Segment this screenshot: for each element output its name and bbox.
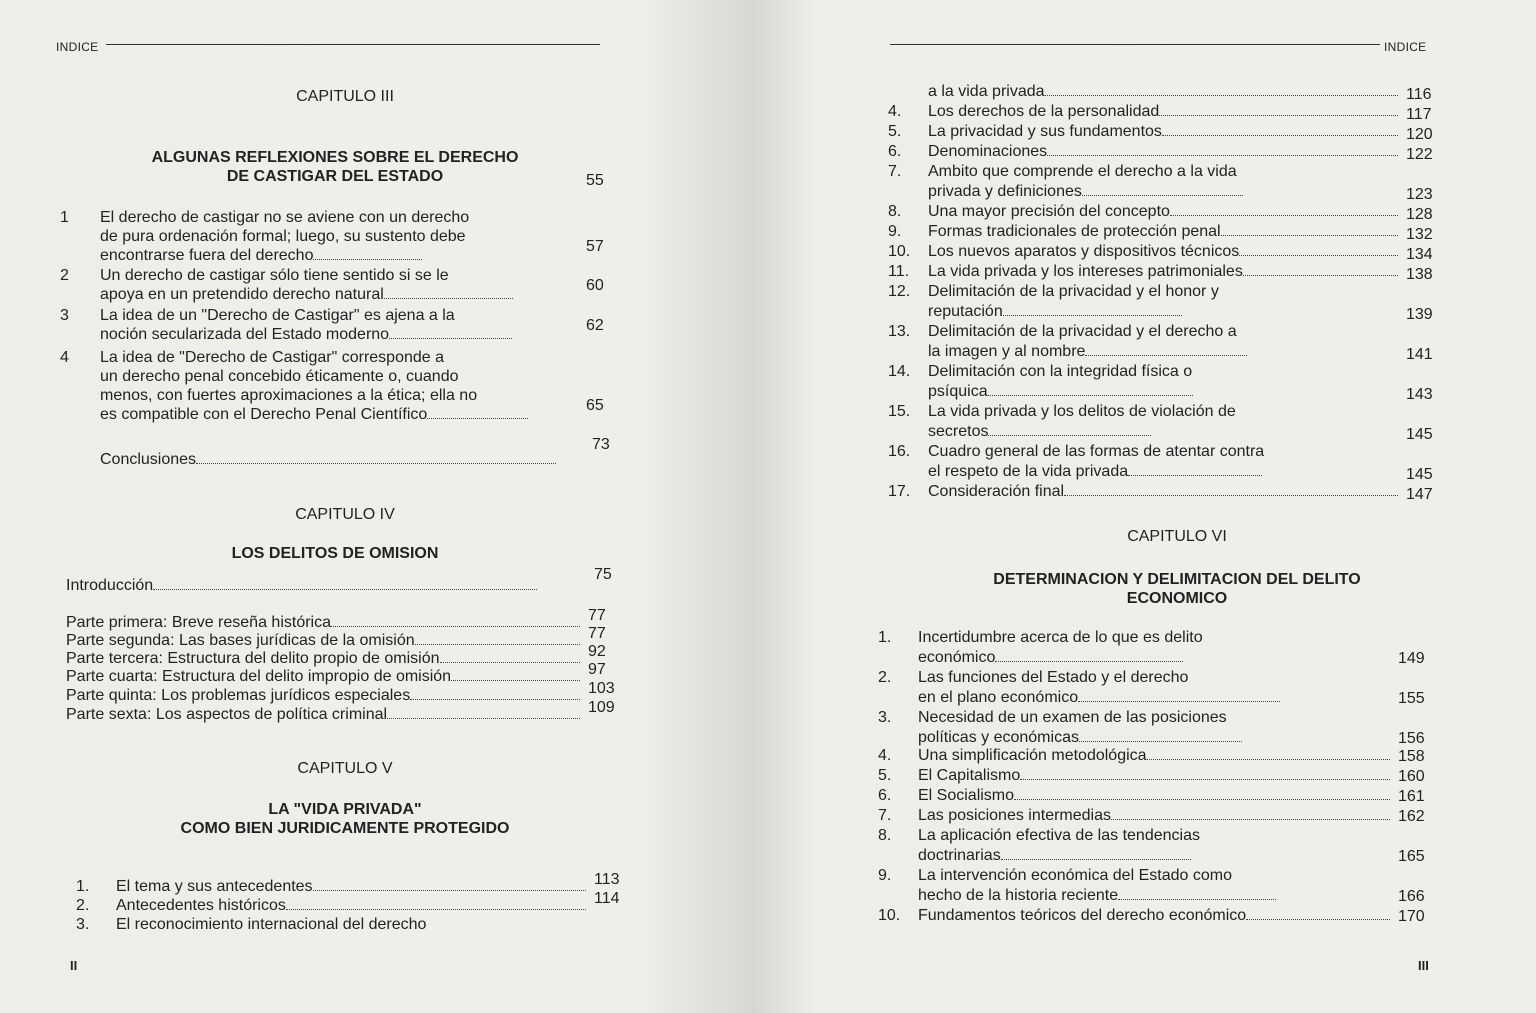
toc-entry-text: Denominaciones (928, 142, 1398, 162)
toc-entry-text: La intervención económica del Estado como hecho de la historia reciente (918, 866, 1276, 906)
toc-page-number: 122 (1406, 146, 1433, 163)
toc-page-number: 120 (1406, 126, 1433, 143)
toc-entry-text: Una simplificación metodológica (918, 746, 1390, 766)
toc-page-number: 145 (1406, 466, 1433, 483)
header-rule (890, 44, 1380, 45)
toc-page-number: 92 (588, 643, 606, 660)
dot-leader (995, 661, 1182, 662)
toc-entry-text: Cuadro general de las formas de atentar contra el respeto de la vida privada (928, 443, 1265, 480)
toc-entry (888, 202, 1406, 222)
toc-entry-text: Fundamentos teóricos del derecho económico (918, 906, 1390, 926)
toc-entry-text: La idea de un "Derecho de Castigar" es ajena a la noción secularizada del Estado moderno (100, 306, 512, 344)
toc-entry-text: Los nuevos aparatos y dispositivos técnicos (928, 242, 1398, 262)
toc-entry (76, 877, 594, 896)
toc-page-number: 139 (1406, 306, 1433, 323)
toc-entry-number: 3. (76, 916, 90, 933)
toc-entry (888, 142, 1406, 162)
dot-leader (1221, 235, 1398, 236)
toc-page-number: 145 (1406, 426, 1433, 443)
toc-entry-number: 3 (60, 307, 69, 324)
toc-entry (888, 482, 1406, 502)
dot-leader (1020, 779, 1390, 780)
toc-entry (66, 667, 588, 686)
dot-leader (384, 298, 513, 299)
chapter-title: ALGUNAS REFLEXIONES SOBRE EL DERECHO DE CASTIGAR DEL ESTADO (151, 149, 519, 185)
toc-entry-text: Las funciones del Estado y el derecho en el plano económico (918, 668, 1280, 708)
chapter-label: CAPITULO IV (295, 506, 395, 523)
toc-page-number: 143 (1406, 386, 1433, 403)
toc-entry-text: La privacidad y sus fundamentos (928, 122, 1398, 142)
toc-page-number: 155 (1398, 690, 1425, 707)
toc-page-number: 75 (594, 566, 612, 583)
toc-entry (888, 362, 1406, 402)
toc-entry (878, 826, 1398, 866)
toc-entry (60, 306, 586, 344)
toc-entry-text: Parte sexta: Los aspectos de política criminal (66, 705, 580, 724)
dot-leader (389, 338, 512, 339)
dot-leader (427, 418, 528, 419)
right-page (752, 0, 1536, 1013)
dot-leader (313, 259, 422, 260)
toc-entry (888, 402, 1406, 442)
toc-entry (66, 613, 588, 632)
toc-entry (66, 631, 588, 650)
toc-entry-number: 1 (60, 209, 69, 226)
chapter-label: CAPITULO V (297, 760, 393, 777)
dot-leader (1118, 899, 1276, 900)
toc-page-number: 149 (1398, 650, 1425, 667)
toc-entry-text: Delimitación de la privacidad y el honor y reputación (928, 283, 1219, 320)
toc-page-number: 165 (1398, 848, 1425, 865)
toc-entry-text: Delimitación con la integridad física o psíquica (928, 363, 1193, 400)
dot-leader (1014, 799, 1390, 800)
toc-entry-text: La idea de "Derecho de Castigar" corresponde a un derecho penal concebido éticamente o, cuando menos, con fuertes aproximaciones a la ética; ella no es compatible con el Derecho Penal Científico (100, 348, 528, 424)
toc-page-number: 60 (586, 277, 604, 294)
toc-entry-number: 1. (76, 878, 90, 895)
toc-entry-number: 8. (878, 827, 892, 844)
chapter-label: CAPITULO III (296, 88, 394, 105)
toc-page-number: 128 (1406, 206, 1433, 223)
toc-entry-number: 9. (878, 867, 892, 884)
dot-leader (1045, 95, 1398, 96)
toc-entry-text: Antecedentes históricos (116, 896, 586, 915)
dot-leader (1239, 255, 1398, 256)
toc-page-number: 116 (1406, 86, 1432, 103)
dot-leader (1078, 701, 1280, 702)
toc-entry (888, 282, 1406, 322)
toc-page-number: 97 (588, 661, 606, 678)
toc-entry-number: 15. (888, 403, 911, 420)
toc-entry (878, 628, 1398, 668)
chapter-label: CAPITULO VI (1127, 528, 1227, 545)
toc-entry-number: 2. (878, 669, 892, 686)
dot-leader (1159, 115, 1398, 116)
dot-leader (1170, 215, 1398, 216)
toc-entry-number: 4. (878, 747, 892, 764)
toc-page-number: 77 (588, 607, 606, 624)
toc-page-number: 73 (592, 436, 610, 453)
toc-entry-text: Necesidad de un examen de las posiciones políticas y económicas (918, 708, 1242, 748)
toc-entry (60, 348, 586, 424)
toc-entry-number: 1. (878, 629, 892, 646)
toc-entry-text: Parte primera: Breve reseña histórica (66, 613, 580, 632)
toc-entry-text: Consideración final (928, 482, 1398, 502)
toc-entry-text: Los derechos de la personalidad (928, 102, 1398, 122)
toc-entry-number: 4 (60, 349, 69, 366)
toc-entry (878, 708, 1398, 748)
toc-entry: Introducción (66, 576, 566, 595)
toc-page-number: 170 (1398, 908, 1425, 925)
chapter-title: DETERMINACION Y DELIMITACION DEL DELITO ECONOMICO (993, 571, 1361, 607)
toc-page-number: 117 (1406, 106, 1432, 123)
toc-entry-number: 6. (878, 787, 892, 804)
toc-entry-text: Las posiciones intermedias (918, 806, 1390, 826)
toc-entry-text: Incertidumbre acerca de lo que es delito económico (918, 629, 1203, 666)
toc-entry (878, 806, 1398, 826)
toc-entry-number: 5. (878, 767, 892, 784)
toc-entry-number: 4. (888, 103, 902, 120)
toc-page-number: 156 (1398, 730, 1425, 747)
toc-entry-text: La aplicación efectiva de las tendencias doctrinarias (918, 827, 1200, 864)
chapter-title: LA "VIDA PRIVADA" COMO BIEN JURIDICAMENTE PROTEGIDO (180, 801, 510, 837)
toc-entry-number: 12. (888, 283, 911, 300)
dot-leader (1246, 919, 1390, 920)
toc-page-number: 134 (1406, 246, 1433, 263)
toc-entry (888, 442, 1406, 482)
page-folio: III (1418, 958, 1429, 973)
chapter-title: LOS DELITOS DE OMISION (231, 545, 439, 562)
running-header: INDICE (56, 40, 99, 54)
dot-leader (1001, 859, 1191, 860)
toc-page-number: 109 (588, 699, 615, 716)
dot-leader (1243, 275, 1398, 276)
toc-entry-text: El derecho de castigar no se aviene con un derecho de pura ordenación formal; luego, su sustento debe encontrarse fuera del derecho (100, 209, 470, 264)
toc-page-number: 62 (586, 317, 604, 334)
toc-entry (66, 705, 588, 724)
dot-leader (1082, 195, 1243, 196)
toc-entry (888, 262, 1406, 282)
toc-entry-number: 5. (888, 123, 902, 140)
toc-page-number: 160 (1398, 768, 1425, 785)
dot-leader (415, 644, 580, 645)
dot-leader (331, 626, 580, 627)
toc-entry-text: La vida privada y los delitos de violación de secretos (928, 403, 1236, 440)
dot-leader (1047, 155, 1398, 156)
toc-entry-number: 13. (888, 323, 911, 340)
toc-entry (888, 162, 1406, 202)
toc-entry-text: Delimitación de la privacidad y el derecho a la imagen y al nombre (928, 322, 1247, 362)
toc-page-number: 147 (1406, 486, 1433, 503)
toc-entry-text: El Capitalismo (918, 766, 1390, 786)
toc-entry (60, 266, 586, 304)
toc-entry-text: La vida privada y los intereses patrimoniales (928, 262, 1398, 282)
dot-leader (988, 395, 1194, 396)
toc-entry (66, 649, 588, 668)
toc-entry-text: El Socialismo (918, 786, 1390, 806)
toc-entry (888, 122, 1406, 142)
toc-entry-number: 14. (888, 363, 911, 380)
toc-entry-number: 7. (888, 163, 902, 180)
running-header: INDICE (1384, 40, 1427, 54)
toc-entry (888, 82, 1406, 102)
toc-entry (60, 208, 586, 265)
toc-entry-text: Un derecho de castigar sólo tiene sentido si se le apoya en un pretendido derecho natural (100, 266, 513, 304)
toc-entry-number: 10. (878, 907, 901, 924)
dot-leader (1064, 495, 1398, 496)
toc-page-number: 77 (588, 625, 606, 642)
toc-entry (888, 242, 1406, 262)
dot-leader (313, 890, 586, 891)
dot-leader (1111, 819, 1390, 820)
dot-leader (440, 662, 580, 663)
dot-leader (988, 435, 1150, 436)
toc-page-number: 132 (1406, 226, 1433, 243)
toc-entry-number: 3. (878, 709, 892, 726)
toc-entry-text: Parte quinta: Los problemas jurídicos especiales (66, 686, 580, 705)
toc-entry-number: 10. (888, 243, 911, 260)
dot-leader (1085, 355, 1246, 356)
toc-entry-number: 2. (76, 897, 90, 914)
toc-page-number: 113 (594, 871, 620, 888)
toc-entry (878, 766, 1398, 786)
toc-entry-number: 8. (888, 203, 902, 220)
dot-leader (387, 718, 580, 719)
toc-entry (878, 746, 1398, 766)
toc-entry (878, 786, 1398, 806)
toc-page-number: 123 (1406, 186, 1433, 203)
toc-entry: Conclusiones (100, 450, 570, 469)
toc-entry (76, 915, 594, 934)
toc-entry-text: Ambito que comprende el derecho a la vida privada y definiciones (928, 162, 1243, 202)
dot-leader (1128, 475, 1262, 476)
dot-leader (1079, 741, 1242, 742)
toc-page-number: 103 (588, 680, 615, 697)
toc-page-number: 166 (1398, 888, 1425, 905)
dot-leader (1147, 759, 1390, 760)
toc-entry-number: 2 (60, 267, 69, 284)
toc-entry (888, 102, 1406, 122)
toc-entry (888, 222, 1406, 242)
toc-entry (878, 668, 1398, 708)
toc-entry (878, 906, 1398, 926)
toc-page-number: 162 (1398, 808, 1425, 825)
dot-leader (451, 680, 580, 681)
page-folio: II (70, 958, 78, 973)
toc-entry-number: 17. (888, 483, 911, 500)
toc-entry-text: Parte segunda: Las bases jurídicas de la omisión (66, 631, 580, 650)
toc-page-number: 114 (594, 890, 620, 907)
toc-entry-number: 7. (878, 807, 892, 824)
toc-entry-text: Parte cuarta: Estructura del delito impropio de omisión (66, 667, 580, 686)
toc-page-number: 57 (586, 238, 604, 255)
toc-entry-text: Formas tradicionales de protección penal (928, 222, 1398, 242)
toc-entry-number: 6. (888, 143, 902, 160)
toc-page-number: 138 (1406, 266, 1433, 283)
toc-entry-text: Parte tercera: Estructura del delito propio de omisión (66, 649, 580, 668)
toc-entry-number: 16. (888, 443, 911, 460)
toc-entry (76, 896, 594, 915)
toc-entry-text: El reconocimiento internacional del derecho (116, 916, 427, 933)
chapter-page: 55 (586, 172, 604, 189)
dot-leader (410, 699, 580, 700)
toc-entry-text: a la vida privada (928, 82, 1398, 102)
toc-page-number: 158 (1398, 748, 1425, 765)
dot-leader (286, 909, 586, 910)
toc-entry (888, 322, 1406, 362)
dot-leader (1162, 135, 1398, 136)
toc-page-number: 161 (1398, 788, 1425, 805)
toc-page-number: 65 (586, 397, 604, 414)
toc-entry-text: El tema y sus antecedentes (116, 877, 586, 896)
dot-leader (1003, 315, 1182, 316)
left-page (0, 0, 752, 1013)
header-rule (106, 44, 600, 45)
toc-entry (878, 866, 1398, 906)
toc-entry (66, 686, 588, 705)
toc-entry-number: 11. (888, 263, 910, 280)
toc-entry-text: Una mayor precisión del concepto (928, 202, 1398, 222)
toc-entry-number: 9. (888, 223, 902, 240)
toc-page-number: 141 (1406, 346, 1433, 363)
